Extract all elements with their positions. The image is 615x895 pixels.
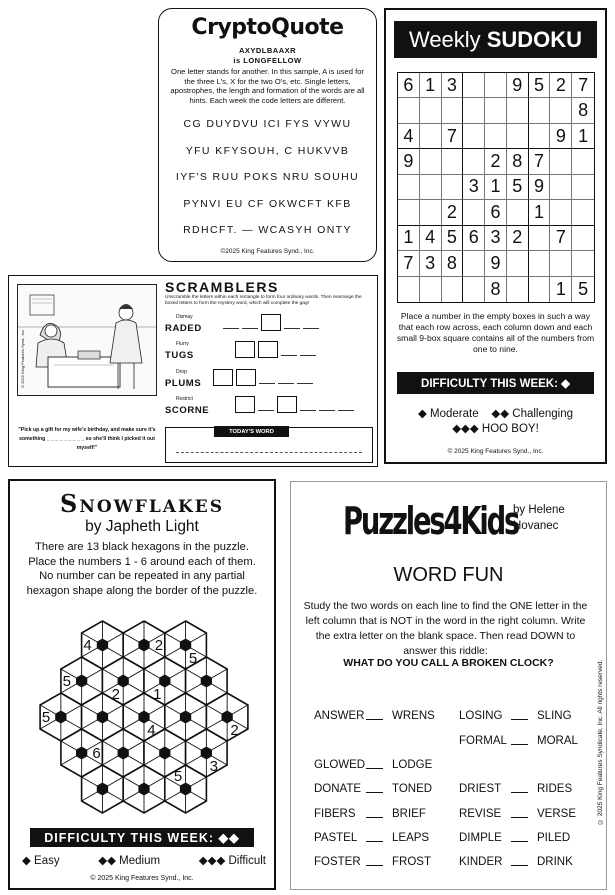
- snowflakes-levels: [22, 853, 266, 867]
- snowflakes-title: Snowflakes: [60, 489, 224, 518]
- todays-word-box: [165, 427, 373, 463]
- sudoku-cell[interactable]: [420, 200, 442, 225]
- sudoku-cell[interactable]: [442, 277, 464, 302]
- snowflake-number: 4: [83, 637, 92, 654]
- snowflake-number: 2: [154, 637, 164, 654]
- snowflake-number: 1: [153, 685, 162, 703]
- sudoku-cell: 7: [572, 73, 594, 98]
- snowflakes-difficulty-bar: DIFFICULTY THIS WEEK: ◆◆: [30, 828, 254, 847]
- sudoku-cell[interactable]: [529, 124, 551, 149]
- cartoon-illustration: [17, 284, 157, 396]
- sudoku-cell: 3: [485, 226, 507, 251]
- sudoku-cell: 2: [507, 226, 529, 251]
- sudoku-cell: 8: [572, 98, 594, 123]
- scrambler-word: PLUMS: [165, 378, 202, 389]
- scramblers-subtitle: Unscramble the letters within each rectangle to form four ordinary words. Then rearrange the boxed letters to form the mystery word, which will complete the gag!: [165, 295, 362, 306]
- sudoku-cell[interactable]: [572, 251, 594, 276]
- sudoku-cell: 5: [507, 175, 529, 200]
- scramblers-panel: [8, 275, 378, 467]
- sudoku-cell: 3: [420, 251, 442, 276]
- sudoku-cell[interactable]: [550, 200, 572, 225]
- sudoku-cell[interactable]: [529, 98, 551, 123]
- sudoku-title: [394, 21, 597, 58]
- snowflake-number: 5: [173, 768, 183, 786]
- sudoku-level-hooboy: ◆◆◆ HOO BOY!: [452, 423, 539, 435]
- snowflake-number: 6: [92, 745, 101, 762]
- sudoku-cell: 1: [529, 200, 551, 225]
- sudoku-cell[interactable]: [420, 175, 442, 200]
- todays-word-label: TODAY'S WORD: [214, 426, 289, 437]
- sudoku-cell[interactable]: [529, 251, 551, 276]
- cryptoquote-panel: [158, 8, 377, 262]
- sudoku-cell: 1: [398, 226, 420, 251]
- cryptoquote-sample: [159, 46, 376, 66]
- sudoku-levels: [386, 407, 605, 437]
- snowflake-number: 4: [147, 721, 156, 739]
- sudoku-cell[interactable]: [550, 98, 572, 123]
- word-pair-row: DRIEST RIDES: [459, 783, 573, 795]
- sudoku-cell[interactable]: [463, 73, 485, 98]
- scrambler-clue: Restrict: [176, 396, 193, 402]
- sudoku-grid: [397, 72, 595, 303]
- snowflakes-instructions: There are 13 black hexagons in the puzzle. Place the numbers 1 - 6 around each of them. No number can be repeated in any partial hexagon shape along the border of the puzzle.: [26, 541, 258, 597]
- sudoku-cell[interactable]: [420, 277, 442, 302]
- word-pair-row: GLOWED LODGE: [314, 759, 433, 771]
- snowflakes-panel: [8, 479, 276, 890]
- sudoku-cell[interactable]: [529, 277, 551, 302]
- sudoku-cell[interactable]: [463, 149, 485, 174]
- sudoku-cell[interactable]: [507, 200, 529, 225]
- sudoku-cell: 5: [442, 226, 464, 251]
- sudoku-cell: 7: [442, 124, 464, 149]
- scrambler-word: SCORNE: [165, 405, 210, 416]
- word-pair-row: DIMPLE PILED: [459, 832, 571, 844]
- cryptoquote-instructions: One letter stands for another. In this sample, A is used for the three L's, X for the two O's, etc. Single letters, apostrophes, the length and formation of the words are all hints. Each week the code letters are different.: [170, 67, 365, 105]
- puzzles4kids-instructions: Study the two words on each line to find the ONE letter in the left column that is NOT in the word in the right column. Write the extra letter on the blank space. Then read DOWN to answer this riddle:: [303, 600, 588, 657]
- byline-line: by Helene: [513, 504, 565, 516]
- word-pair-row: KINDER DRINK: [459, 856, 573, 868]
- sudoku-cell[interactable]: [507, 277, 529, 302]
- sudoku-cell: 9: [485, 251, 507, 276]
- sudoku-cell[interactable]: [463, 98, 485, 123]
- snowflakes-level-easy: ◆ Easy: [22, 855, 60, 867]
- sudoku-cell[interactable]: [463, 277, 485, 302]
- sudoku-cell: 9: [529, 175, 551, 200]
- word-pair-row: FOSTER FROST: [314, 856, 431, 868]
- cryptoquote-line: CG DUYDVU ICI FYS VYWU: [183, 118, 352, 130]
- cryptoquote-copyright: ©2025 King Features Synd., Inc.: [220, 248, 315, 255]
- word-pair-row: FORMAL MORAL: [459, 735, 578, 747]
- cryptoquote-line: PYNVI EU CF OKWCFT KFB: [183, 197, 352, 210]
- sudoku-cell: 1: [550, 277, 572, 302]
- sudoku-cell: 7: [529, 149, 551, 174]
- sudoku-cell: 5: [578, 278, 589, 299]
- sudoku-cell[interactable]: [442, 98, 464, 123]
- scrambler-clue: Flurry: [176, 341, 189, 347]
- scrambler-answer-blanks: [235, 341, 316, 358]
- sudoku-cell: 5: [529, 73, 551, 98]
- cryptoquote-sample-is: is LONGFELLOW: [233, 56, 302, 65]
- sudoku-cell[interactable]: [572, 200, 594, 225]
- puzzles4kids-panel: [290, 481, 607, 890]
- sudoku-cell: 9: [398, 149, 420, 174]
- snowflake-number: 5: [188, 649, 198, 667]
- sudoku-cell: 4: [398, 124, 420, 149]
- sudoku-cell[interactable]: [442, 149, 464, 174]
- sudoku-cell[interactable]: [572, 226, 594, 251]
- sudoku-cell: 8: [442, 251, 464, 276]
- sudoku-cell: 6: [463, 226, 485, 251]
- sudoku-cell[interactable]: [529, 226, 551, 251]
- sudoku-cell[interactable]: [550, 149, 572, 174]
- cryptoquote-line: RDHCFT. — WCASYH ONTY: [183, 224, 352, 236]
- sudoku-cell[interactable]: [420, 98, 442, 123]
- sudoku-instructions: Place a number in the empty boxes in such a way that each row across, each column down and each small 9-box square contains all of the numbers from one to nine.: [396, 311, 595, 354]
- sudoku-cell: 3: [463, 175, 485, 200]
- sudoku-cell[interactable]: [485, 98, 507, 123]
- sudoku-cell[interactable]: [572, 175, 594, 200]
- sudoku-cell: 1: [485, 175, 507, 200]
- sudoku-cell[interactable]: [507, 251, 529, 276]
- scrambler-answer-blanks: [213, 369, 313, 386]
- sudoku-panel: [384, 8, 607, 464]
- sudoku-cell: 2: [550, 73, 572, 98]
- snowflakes-grid: [26, 611, 262, 823]
- word-pair-row: ANSWER WRENS: [314, 710, 435, 722]
- sudoku-cell: 6: [485, 200, 507, 225]
- cryptoquote-line: YFU KFYSOUH, C HUKVVB: [185, 144, 350, 157]
- sudoku-cell[interactable]: [420, 149, 442, 174]
- sudoku-cell[interactable]: [507, 124, 529, 149]
- word-pair-row: DONATE TONED: [314, 783, 433, 795]
- puzzles4kids-subtitle: WORD FUN: [393, 564, 504, 586]
- sudoku-cell: 9: [550, 124, 572, 149]
- sudoku-cell[interactable]: [463, 200, 485, 225]
- sudoku-cell[interactable]: [420, 124, 442, 149]
- word-pair-row: REVISE VERSE: [459, 808, 576, 820]
- sudoku-cell: 1: [420, 73, 442, 98]
- sudoku-cell[interactable]: [550, 251, 572, 276]
- sudoku-cell: 8: [507, 149, 529, 174]
- sudoku-cell[interactable]: [398, 277, 420, 302]
- sudoku-difficulty-bar: DIFFICULTY THIS WEEK: ◆: [397, 372, 594, 394]
- byline-line: Hovanec: [513, 520, 559, 532]
- puzzles4kids-byline: [513, 502, 565, 534]
- sudoku-cell[interactable]: [463, 251, 485, 276]
- sudoku-title-light: Weekly: [408, 26, 481, 52]
- sudoku-cell[interactable]: [398, 200, 420, 225]
- sudoku-cell: 7: [550, 226, 572, 251]
- snowflake-number: 5: [41, 709, 51, 726]
- scrambler-clue: Drop: [176, 369, 187, 375]
- sudoku-cell: 4: [420, 226, 442, 251]
- cryptoquote-lines: [159, 117, 376, 250]
- snowflake-number: 2: [111, 685, 120, 703]
- sudoku-cell: 7: [398, 251, 420, 276]
- snowflake-number: 2: [230, 721, 239, 739]
- scrambler-word: RADED: [165, 323, 202, 334]
- cartoon-caption: "Pick up a gift for my wife's birthday, and make sure it's something _ _ _ _ _ _ _ _ _ so she'll think I picked it out myself!": [18, 427, 156, 451]
- sudoku-cell[interactable]: [463, 124, 485, 149]
- sudoku-level-challenging: ◆◆ Challenging: [491, 408, 574, 420]
- sudoku-cell: 8: [485, 277, 507, 302]
- snowflakes-author: by Japheth Light: [85, 518, 199, 535]
- snowflakes-level-difficult: ◆◆◆ Difficult: [198, 855, 266, 867]
- sudoku-cell: 9: [507, 73, 529, 98]
- scrambler-word: TUGS: [165, 350, 194, 361]
- snowflake-number: 5: [62, 673, 71, 690]
- sudoku-level-moderate: ◆ Moderate: [417, 408, 479, 420]
- sudoku-title-bold: SUDOKU: [486, 26, 583, 52]
- cartoon-credit: ©2025 King Features Synd., Inc.: [20, 329, 25, 389]
- sudoku-cell: 1: [572, 124, 594, 149]
- sudoku-cell[interactable]: [485, 124, 507, 149]
- sudoku-cell: 3: [442, 73, 464, 98]
- sudoku-copyright: © 2025 King Features Synd., Inc.: [447, 448, 544, 455]
- sudoku-cell[interactable]: [398, 98, 420, 123]
- puzzles4kids-copyright: © 2025 King Features Syndicate, Inc. All rights reserved.: [597, 659, 604, 825]
- word-pair-row: FIBERS BRIEF: [314, 808, 426, 820]
- cryptoquote-sample-code: AXYDLBAAXR: [238, 46, 297, 55]
- sudoku-cell[interactable]: [485, 73, 507, 98]
- cryptoquote-title: CryptoQuote: [191, 15, 344, 40]
- snowflake-number: 3: [209, 757, 218, 775]
- word-pair-row: PASTEL LEAPS: [314, 832, 430, 844]
- sudoku-cell: 6: [398, 73, 420, 98]
- sudoku-cell[interactable]: [572, 149, 594, 174]
- scrambler-answer-blanks: [223, 314, 319, 331]
- scramblers-title: SCRAMBLERS: [165, 279, 279, 295]
- snowflakes-copyright: © 2025 King Features Synd., Inc.: [90, 875, 194, 882]
- sudoku-cell[interactable]: [398, 175, 420, 200]
- word-pair-row: LOSING SLING: [459, 710, 572, 722]
- sudoku-cell: 2: [442, 200, 464, 225]
- sudoku-cell: 2: [485, 149, 507, 174]
- puzzles4kids-logo: Puzzles4Kids: [343, 499, 519, 543]
- snowflakes-level-medium: ◆◆ Medium: [98, 855, 161, 867]
- sudoku-cell[interactable]: [442, 175, 464, 200]
- cryptoquote-line: IYF'S RUU POKS NRU SOUHU: [175, 171, 360, 183]
- scrambler-answer-blanks: [235, 396, 354, 413]
- sudoku-cell[interactable]: [507, 98, 529, 123]
- scrambler-clue: Dismay: [176, 314, 193, 320]
- sudoku-cell[interactable]: [550, 175, 572, 200]
- puzzles4kids-riddle: WHAT DO YOU CALL A BROKEN CLOCK?: [343, 657, 554, 669]
